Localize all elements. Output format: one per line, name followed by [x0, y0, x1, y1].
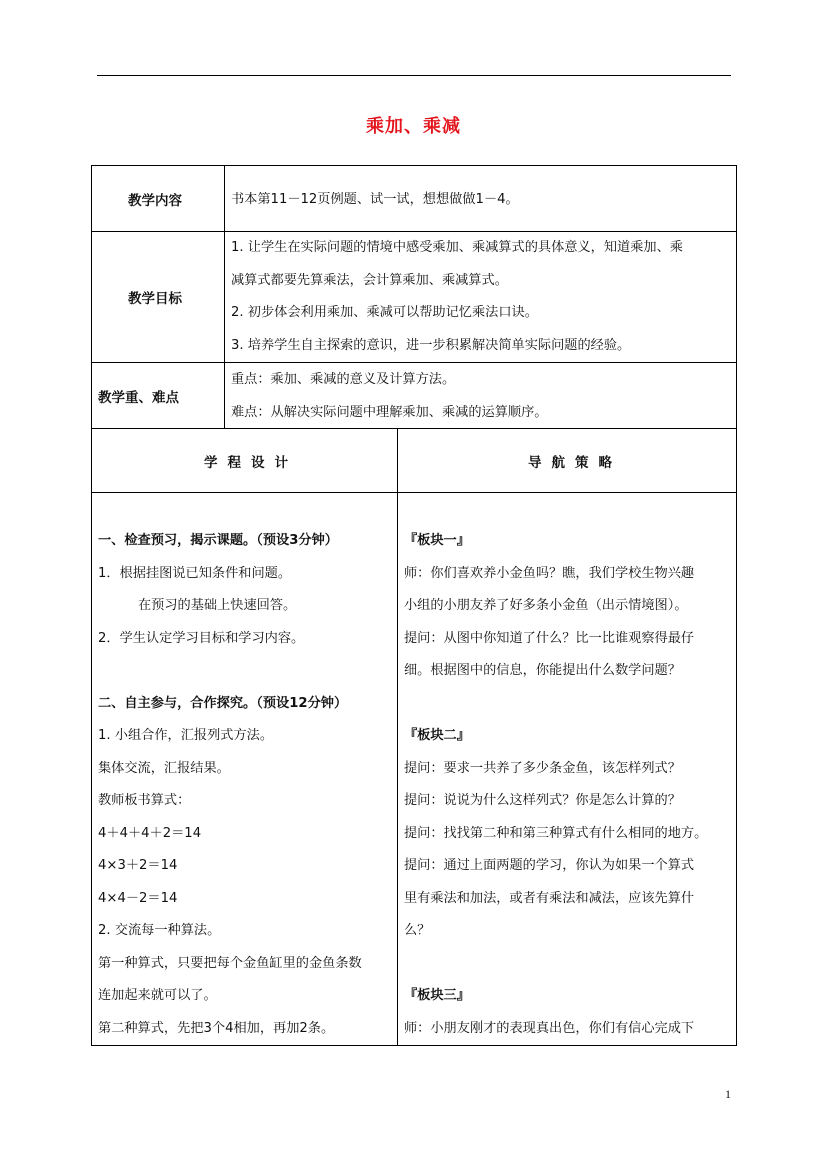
body-line: 集体交流，汇报结果。	[98, 760, 230, 776]
right-column-header: 导航策略	[528, 455, 622, 471]
blank-line	[404, 948, 707, 981]
body-line: 在预习的基础上快速回答。	[138, 598, 297, 613]
table-border-top	[91, 165, 737, 166]
body-line: 么？	[404, 923, 431, 938]
blank-line	[404, 688, 707, 721]
goal-line: 2. 初步体会利用乘加、乘减可以帮助记忆乘法口诀。	[231, 305, 538, 320]
table-border-left	[91, 165, 92, 1046]
body-line: 2．学生认定学习目标和学习内容。	[98, 630, 305, 646]
body-line: 师：小朋友刚才的表现真出色，你们有信心完成下	[404, 1020, 695, 1036]
key-point-line: 重点：乘加、乘减的意义及计算方法。	[231, 372, 456, 387]
right-column-body	[404, 525, 707, 1045]
teaching-content-text: 书本第11－12页例题、试一试，想想做做1－4。	[231, 192, 519, 207]
equation-line: 4×3＋2＝14	[98, 858, 178, 873]
body-line: 提问：找找第二种和第三种算式有什么相同的地方。	[404, 825, 708, 841]
left-column-header: 学程设计	[204, 455, 298, 471]
row-divider	[91, 492, 737, 493]
row-divider	[91, 362, 737, 363]
label-teaching-content: 教学内容	[128, 193, 182, 209]
body-line: 提问：从图中你知道了什么？比一比谁观察得最仔	[404, 630, 695, 646]
body-line: 提问：要求一共养了多少条金鱼，该怎样列式？	[404, 760, 681, 776]
body-line: 2. 交流每一种算法。	[98, 923, 221, 938]
left-column-body	[98, 525, 362, 1045]
body-line: 第一种算式，只要把每个金鱼缸里的金鱼条数	[98, 955, 362, 971]
body-line: 细。根据图中的信息，你能提出什么数学问题？	[404, 663, 681, 678]
block-heading: 『板块二』	[404, 728, 470, 743]
body-line: 里有乘法和加法，或者有乘法和减法，应该先算什	[404, 890, 695, 906]
equation-line: 4×4－2＝14	[98, 890, 178, 906]
section-heading: 一、检查预习，揭示课题。（预设3分钟）	[98, 533, 338, 548]
goal-line: 3. 培养学生自主探索的意识，进一步积累解决简单实际问题的经验。	[231, 337, 631, 353]
body-line: 连加起来就可以了。	[98, 988, 217, 1003]
goal-line: 1. 让学生在实际问题的情境中感受乘加、乘减算式的具体意义，知道乘加、乘	[231, 240, 683, 255]
section-heading: 二、自主参与，合作探究。（预设12分钟）	[98, 695, 348, 711]
key-points-text	[231, 364, 548, 429]
column-divider	[224, 165, 225, 428]
key-point-line: 难点：从解决实际问题中理解乘加、乘减的运算顺序。	[231, 404, 548, 420]
label-teaching-goals: 教学目标	[128, 291, 182, 307]
table-border-bottom	[91, 1045, 737, 1046]
page-title: 乘加、乘减	[366, 116, 461, 137]
body-line: 提问：说说为什么这样列式？你是怎么计算的？	[404, 793, 681, 808]
body-line: 师：你们喜欢养小金鱼吗？瞧，我们学校生物兴趣	[404, 565, 695, 581]
label-key-points: 教学重、难点	[98, 390, 179, 406]
body-line: 提问：通过上面两题的学习，你认为如果一个算式	[404, 858, 695, 873]
body-line: 教师板书算式：	[98, 793, 191, 808]
header-rule	[97, 75, 731, 76]
body-line: 小组的小朋友养了好多条小金鱼（出示情境图）。	[404, 598, 688, 613]
goal-line: 减算式都要先算乘法，会计算乘加、乘减算式。	[231, 272, 508, 288]
block-heading: 『板块三』	[404, 988, 470, 1003]
body-line: 1．根据挂图说已知条件和问题。	[98, 565, 292, 581]
block-heading: 『板块一』	[404, 533, 470, 548]
table-border-right	[736, 165, 737, 1046]
page-number: 1	[725, 1087, 731, 1101]
column-divider	[397, 428, 398, 1046]
body-line: 1. 小组合作，汇报列式方法。	[98, 728, 274, 743]
blank-line	[98, 655, 362, 688]
body-line: 第二种算式，先把3个4相加，再加2条。	[98, 1020, 335, 1036]
equation-line: 4＋4＋4＋2＝14	[98, 825, 202, 841]
teaching-goals-text	[231, 232, 683, 362]
